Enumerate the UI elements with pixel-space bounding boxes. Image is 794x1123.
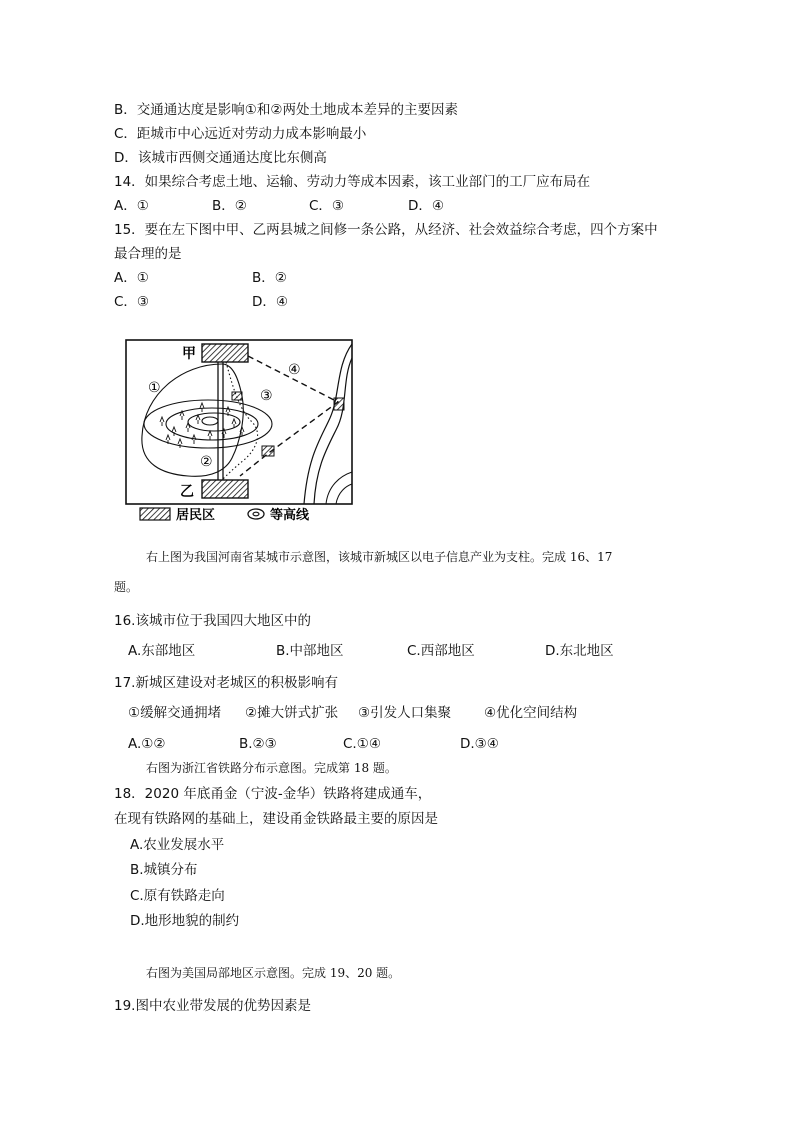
q17-item-1: ①缓解交通拥堵 xyxy=(128,705,222,721)
legend-contour-label: 等高线 xyxy=(270,508,310,523)
q14-option-b: B．② xyxy=(212,198,247,214)
river-line-left xyxy=(304,344,352,504)
legend-contour-swatch xyxy=(248,509,264,519)
q13-option-c: C．距城市中心远近对劳动力成本影响最小 xyxy=(114,126,367,142)
route-4-label: ④ xyxy=(288,362,301,378)
intro-16-17-line2: 题。 xyxy=(114,580,139,594)
village-block-1 xyxy=(232,392,242,400)
q18-stem-line1: 18．2020 年底甬金（宁波-金华）铁路将建成通车， xyxy=(114,786,432,802)
q13-option-d: D．该城市西侧交通通达度比东侧高 xyxy=(114,150,327,166)
road-route-map xyxy=(122,336,358,528)
river-line-right xyxy=(314,358,352,504)
q17-stem: 17.新城区建设对老城区的积极影响有 xyxy=(114,675,338,691)
q17-option-d: D.③④ xyxy=(460,736,499,752)
legend-residential-label: 居民区 xyxy=(176,508,216,523)
route-2-label: ② xyxy=(200,454,213,470)
q14-option-a: A．① xyxy=(114,198,149,214)
q17-option-b: B.②③ xyxy=(239,736,277,752)
q14-option-c: C．③ xyxy=(309,198,345,214)
village-block-2 xyxy=(262,446,274,456)
town-yi-block xyxy=(202,480,248,498)
contour-4 xyxy=(188,413,240,431)
q15-option-a: A．① xyxy=(114,270,149,286)
q18-stem-line2: 在现有铁路网的基础上，建设甬金铁路最主要的原因是 xyxy=(114,811,438,827)
q13-option-b: B．交通通达度是影响①和②两处土地成本差异的主要因素 xyxy=(114,102,458,118)
legend-residential-swatch xyxy=(140,508,170,520)
q17-item-4: ④优化空间结构 xyxy=(484,705,578,721)
q15-option-d: D．④ xyxy=(252,294,288,310)
q17-item-3: ③引发人口集聚 xyxy=(358,705,452,721)
q15-option-c: C．③ xyxy=(114,294,150,310)
route-1-label: ① xyxy=(148,380,161,396)
q16-option-a: A.东部地区 xyxy=(128,643,196,659)
q16-stem: 16.该城市位于我国四大地区中的 xyxy=(114,613,311,629)
town-yi-label: 乙 xyxy=(180,484,194,500)
contour-2 xyxy=(144,400,272,448)
q19-stem: 19.图中农业带发展的优势因素是 xyxy=(114,998,311,1014)
contour-peak xyxy=(202,417,218,425)
village-block-3 xyxy=(334,398,344,410)
q16-option-d: D.东北地区 xyxy=(545,643,614,659)
q14-stem: 14．如果综合考虑土地、运输、劳动力等成本因素，该工业部门的工厂应布局在 xyxy=(114,174,591,190)
q18-option-d: D.地形地貌的制约 xyxy=(130,913,240,929)
q18-option-a: A.农业发展水平 xyxy=(130,837,225,853)
q15-stem-line2: 最合理的是 xyxy=(114,246,182,262)
q15-option-b: B．② xyxy=(252,270,287,286)
q16-option-c: C.西部地区 xyxy=(407,643,475,659)
q18-option-b: B.城镇分布 xyxy=(130,862,198,878)
q16-option-b: B.中部地区 xyxy=(276,643,344,659)
town-jia-label: 甲 xyxy=(182,346,196,362)
route-3-label: ③ xyxy=(260,388,273,404)
intro-16-17-line1: 右上图为我国河南省某城市示意图，该城市新城区以电子信息产业为支柱。完成 16、17 xyxy=(146,550,613,564)
intro-18: 右图为浙江省铁路分布示意图。完成第 18 题。 xyxy=(146,761,397,775)
intro-19-20: 右图为美国局部地区示意图。完成 19、20 题。 xyxy=(146,966,401,980)
q15-stem-line1: 15．要在左下图中甲、乙两县城之间修一条公路，从经济、社会效益综合考虑，四个方案中 xyxy=(114,222,658,238)
q17-item-2: ②摊大饼式扩张 xyxy=(245,705,339,721)
q17-option-a: A.①② xyxy=(128,736,166,752)
q18-option-c: C.原有铁路走向 xyxy=(130,888,225,904)
town-jia-block xyxy=(202,344,248,362)
q17-option-c: C.①④ xyxy=(343,736,381,752)
q14-option-d: D．④ xyxy=(408,198,444,214)
